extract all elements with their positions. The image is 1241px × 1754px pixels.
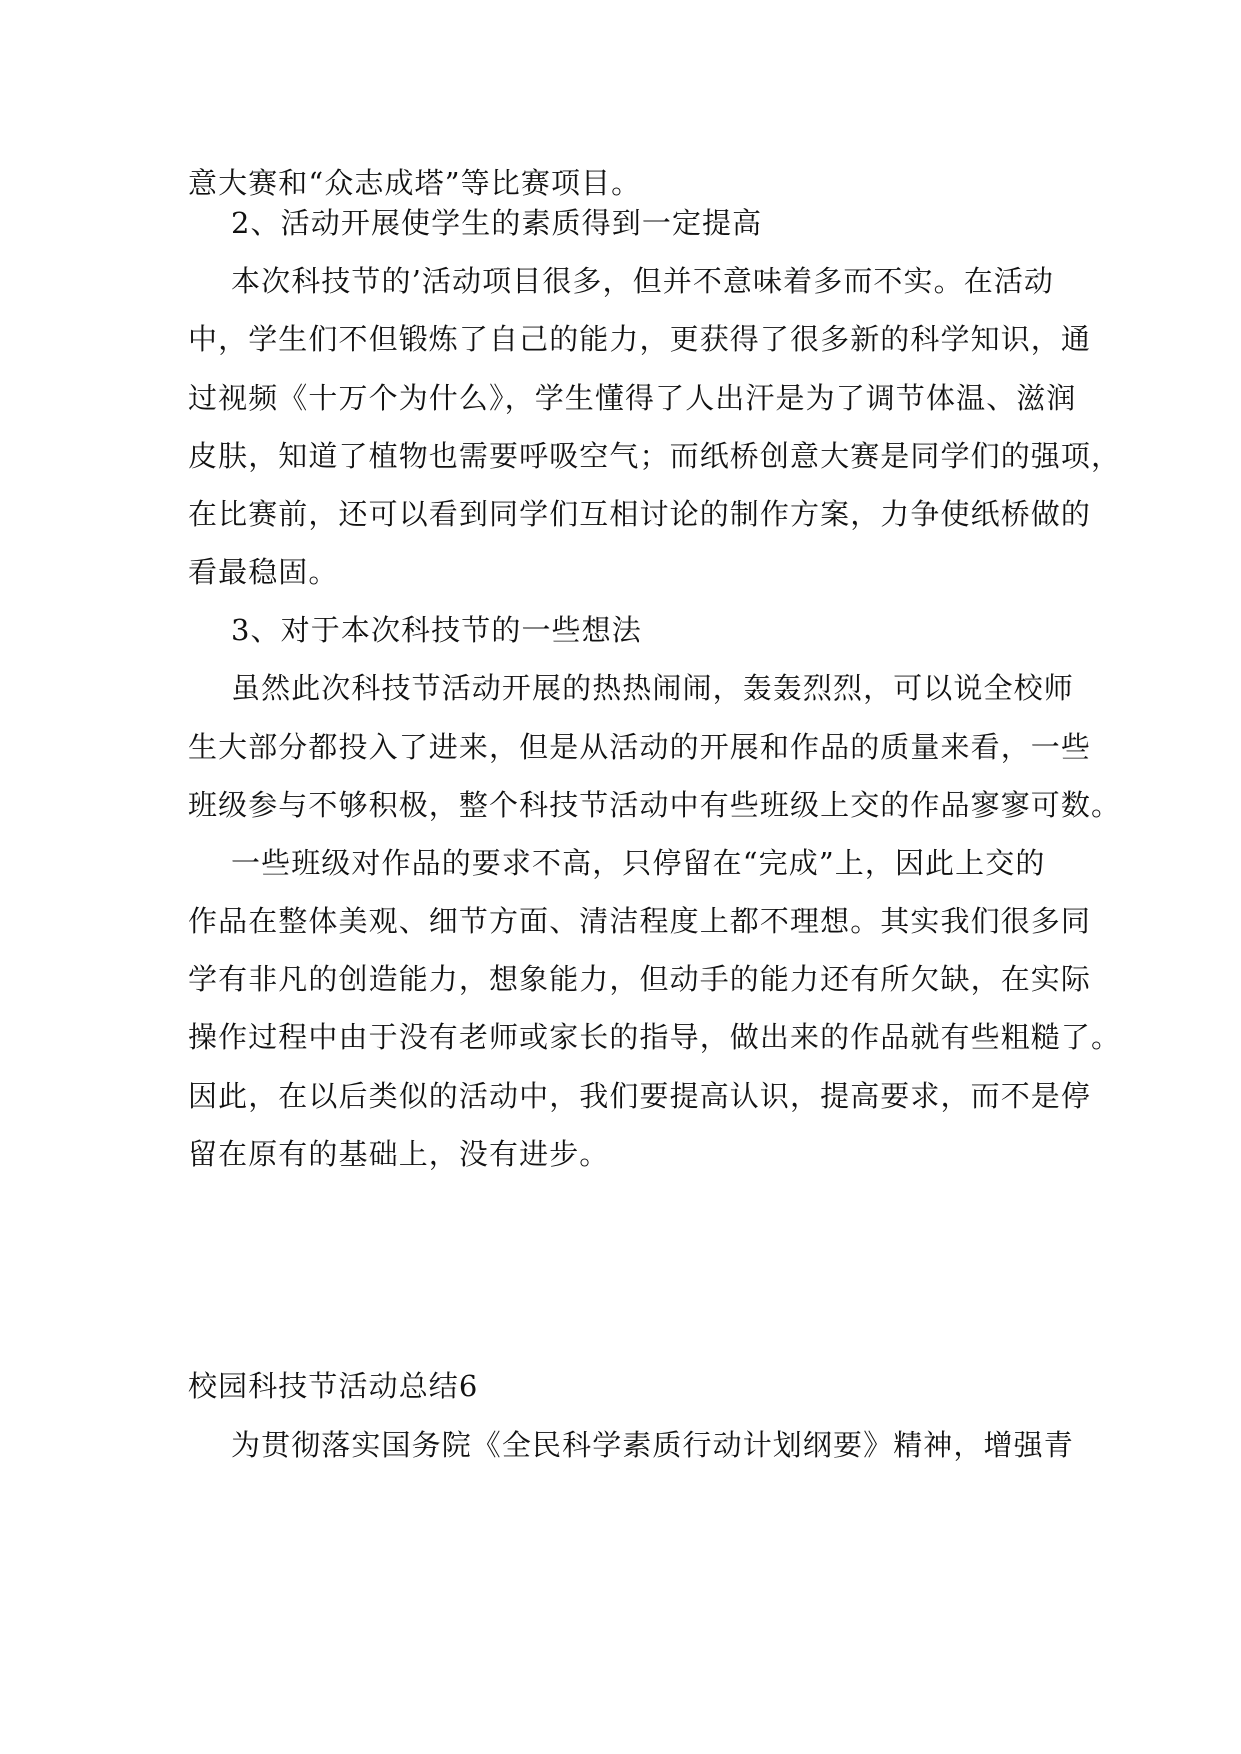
text-line: 因此，在以后类似的活动中，我们要提高认识，提高要求，而不是停 bbox=[188, 1079, 1092, 1113]
text-line: 中，学生们不但锻炼了自己的能力，更获得了很多新的科学知识，通 bbox=[188, 322, 1092, 356]
text-line: 虽然此次科技节活动开展的热热闹闹，轰轰烈烈，可以说全校师 bbox=[231, 671, 1074, 705]
text-line: 皮肤，知道了植物也需要呼吸空气；而纸桥创意大赛是同学们的强项， bbox=[188, 439, 1122, 473]
document-title: 校园科技节活动总结6 bbox=[188, 1369, 479, 1403]
text-line: 班级参与不够积极，整个科技节活动中有些班级上交的作品寥寥可数。 bbox=[188, 788, 1122, 822]
text-line: 看最稳固。 bbox=[188, 555, 339, 589]
text-line: 一些班级对作品的要求不高，只停留在“完成”上，因此上交的 bbox=[231, 846, 1046, 880]
text-line: 本次科技节的’活动项目很多，但并不意味着多而不实。在活动 bbox=[231, 264, 1055, 298]
text-line: 为贯彻落实国务院《全民科学素质行动计划纲要》精神，增强青 bbox=[231, 1428, 1074, 1462]
section-heading: 3、对于本次科技节的一些想法 bbox=[231, 613, 642, 647]
text-line: 操作过程中由于没有老师或家长的指导，做出来的作品就有些粗糙了。 bbox=[188, 1020, 1122, 1054]
section-heading: 2、活动开展使学生的素质得到一定提高 bbox=[231, 206, 763, 240]
text-line: 生大部分都投入了进来，但是从活动的开展和作品的质量来看，一些 bbox=[188, 730, 1092, 764]
text-line: 意大赛和“众志成塔”等比赛项目。 bbox=[188, 166, 642, 200]
text-line: 留在原有的基础上，没有进步。 bbox=[188, 1137, 610, 1171]
text-line: 作品在整体美观、细节方面、清洁程度上都不理想。其实我们很多同 bbox=[188, 904, 1092, 938]
text-line: 过视频《十万个为什么》，学生懂得了人出汗是为了调节体温、滋润 bbox=[188, 381, 1077, 415]
text-line: 在比赛前，还可以看到同学们互相讨论的制作方案，力争使纸桥做的 bbox=[188, 497, 1092, 531]
text-line: 学有非凡的创造能力，想象能力，但动手的能力还有所欠缺，在实际 bbox=[188, 962, 1092, 996]
